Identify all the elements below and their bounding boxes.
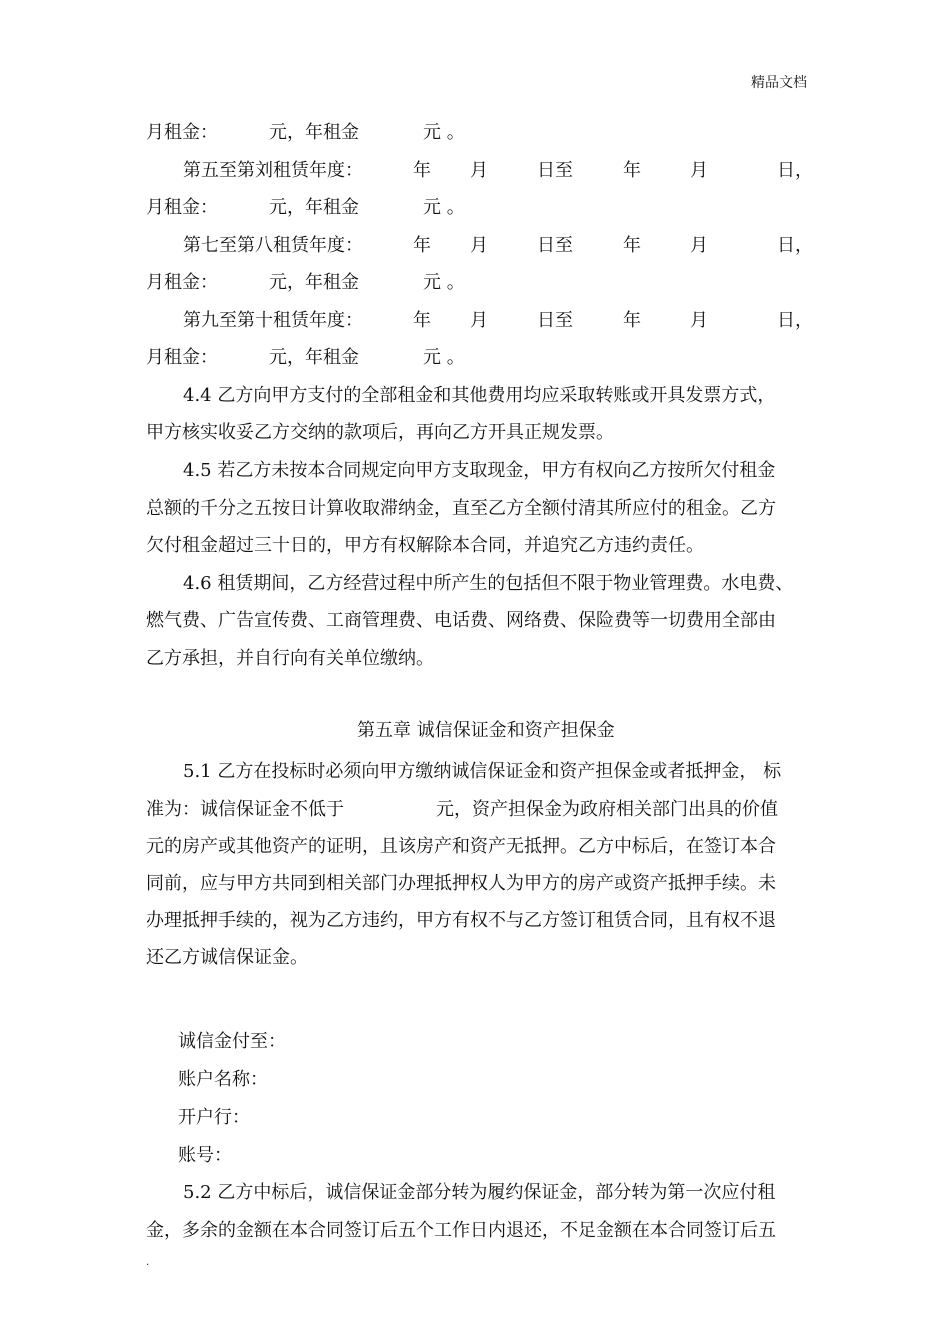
year-unit: 年: [413, 310, 431, 331]
month-unit: 月: [470, 160, 488, 181]
chapter-title: 第五章 诚信保证金和资产担保金: [357, 720, 615, 741]
clause-text: 4.5 若乙方未按本合同规定向甲方支取现金，甲方有权向乙方按所欠付租金: [183, 460, 776, 481]
clause-text: 燃气费、广告宣传费、工商管理费、电话费、网络费、保险费等一切费用全部由: [146, 610, 776, 631]
clause-text: 乙方承担，并自行向有关单位缴纳。: [146, 648, 434, 669]
clause-text: 4.6 租赁期间，乙方经营过程中所产生的包括但不限于物业管理费。水电费、: [183, 573, 794, 594]
rent-period-label: 第七至第八租赁年度：: [183, 235, 363, 256]
rent-period-label: 第九至第十租赁年度：: [183, 310, 363, 331]
clause-text: 元的房产或其他资产的证明，且该房产和资产无抵押。乙方中标后，在签订本合: [146, 836, 776, 857]
day-to-unit: 日至: [537, 160, 573, 181]
month-unit: 月: [470, 235, 488, 256]
clause-text: 准为：诚信保证金不低于: [146, 799, 344, 820]
clause-text: 5.2 乙方中标后，诚信保证金部分转为履约保证金，部分转为第一次应付租: [183, 1182, 776, 1203]
clause-text: 总额的千分之五按日计算收取滞纳金，直至乙方全额付清其所应付的租金。乙方: [146, 498, 776, 519]
monthly-rent-label: 月租金：: [146, 347, 218, 368]
day-end-unit: 日，: [777, 235, 813, 256]
clause-text: 同前，应与甲方共同到相关部门办理抵押权人为甲方的房产或资产抵押手续。未: [146, 873, 776, 894]
rent-period-label: 第五至第刘租赁年度：: [183, 160, 363, 181]
clause-text: 还乙方诚信保证金。: [146, 947, 308, 968]
account-name-label: 账户名称：: [178, 1069, 268, 1090]
annual-rent-unit: 元 。: [423, 272, 465, 293]
annual-rent-unit: 元 。: [423, 122, 465, 143]
clause-text: 甲方核实收妥乙方交纳的款项后，再向乙方开具正规发票。: [146, 422, 614, 443]
account-number-label: 账号：: [178, 1145, 232, 1166]
month-unit: 月: [470, 310, 488, 331]
clause-text: 金，多余的金额在本合同签订后五个工作日内退还，不足金额在本合同签订后五: [146, 1220, 776, 1241]
month-unit: 月: [690, 160, 708, 181]
annual-rent-unit: 元 。: [423, 347, 465, 368]
year-unit: 年: [623, 160, 641, 181]
bank-label: 开户行：: [178, 1107, 250, 1128]
monthly-rent-label: 月租金：: [146, 122, 218, 143]
day-to-unit: 日至: [537, 235, 573, 256]
monthly-rent-label: 月租金：: [146, 197, 218, 218]
annual-rent-label: 元，年租金: [269, 347, 359, 368]
payment-to-label: 诚信金付至：: [178, 1031, 286, 1052]
day-end-unit: 日，: [777, 310, 813, 331]
day-end-unit: 日，: [777, 160, 813, 181]
clause-text: 办理抵押手续的，视为乙方违约，甲方有权不与乙方签订租赁合同，且有权不退: [146, 910, 776, 931]
year-unit: 年: [623, 235, 641, 256]
annual-rent-label: 元，年租金: [269, 197, 359, 218]
annual-rent-label: 元，年租金: [269, 122, 359, 143]
clause-text: 5.1 乙方在投标时必须向甲方缴纳诚信保证金和资产担保金或者抵押金， 标: [183, 761, 782, 782]
clause-text: 4.4 乙方向甲方支付的全部租金和其他费用均应采取转账或开具发票方式，: [183, 385, 776, 406]
annual-rent-label: 元，年租金: [269, 272, 359, 293]
month-unit: 月: [690, 310, 708, 331]
monthly-rent-label: 月租金：: [146, 272, 218, 293]
day-to-unit: 日至: [537, 310, 573, 331]
page-header-label: 精品文档: [751, 75, 807, 91]
month-unit: 月: [690, 235, 708, 256]
year-unit: 年: [413, 235, 431, 256]
clause-text: 元，资产担保金为政府相关部门出具的价值: [436, 799, 778, 820]
annual-rent-unit: 元 。: [423, 197, 465, 218]
year-unit: 年: [623, 310, 641, 331]
clause-text: 欠付租金超过三十日的，甲方有权解除本合同，并追究乙方违约责任。: [146, 535, 704, 556]
year-unit: 年: [413, 160, 431, 181]
footer-mark: .: [146, 1257, 150, 1268]
